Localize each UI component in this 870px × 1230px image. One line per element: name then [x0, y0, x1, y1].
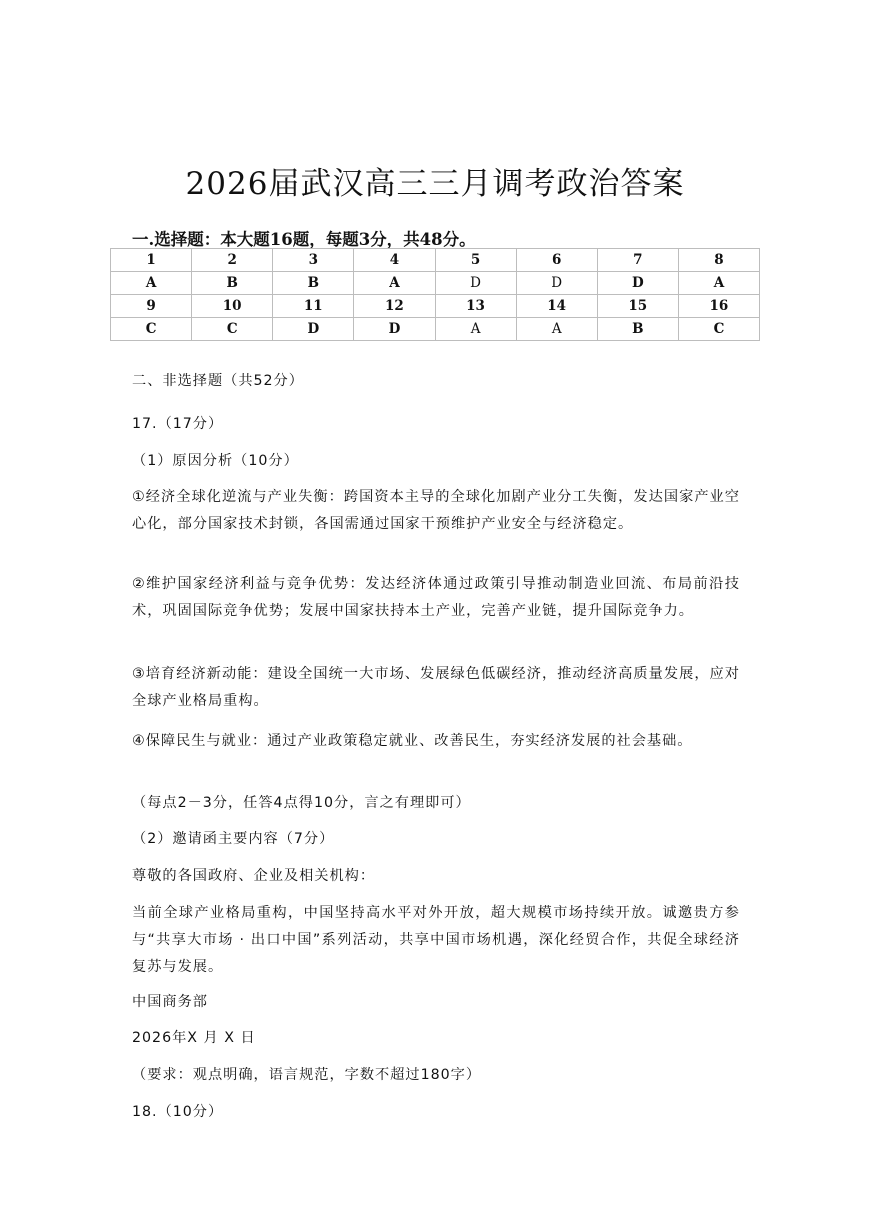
answer-cell: B [273, 272, 354, 295]
answer-cell: A [516, 318, 597, 341]
answer-cell: A [111, 272, 192, 295]
answer-cell: C [111, 318, 192, 341]
answer-cell: A [354, 272, 435, 295]
question-number-cell: 9 [111, 295, 192, 318]
question-number-cell: 3 [273, 249, 354, 272]
answer-cell: D [516, 272, 597, 295]
document-title: 2026届武汉高三三月调考政治答案 [185, 166, 685, 202]
question-number-cell: 14 [516, 295, 597, 318]
question-17-part2-heading: （2）邀请函主要内容（7分） [132, 831, 335, 847]
question-number-cell: 8 [678, 249, 759, 272]
answer-cell: D [597, 272, 678, 295]
letter-salutation: 尊敬的各国政府、企业及相关机构： [132, 868, 376, 884]
answer-cell: D [435, 272, 516, 295]
answer-cell: C [192, 318, 273, 341]
answer-point-3: ③培育经济新动能：建设全国统一大市场、发展绿色低碳经济，推动经济高质量发展，应对全球产业格局重构。 [132, 666, 740, 709]
question-number-cell: 7 [597, 249, 678, 272]
question-number-cell: 1 [111, 249, 192, 272]
answer-cell: A [435, 318, 516, 341]
question-number-cell: 5 [435, 249, 516, 272]
section2-heading: 二、非选择题（共52分） [132, 373, 304, 389]
question-number-cell: 2 [192, 249, 273, 272]
answer-table-row [111, 318, 760, 341]
answer-cell: B [597, 318, 678, 341]
answer-cell: D [273, 318, 354, 341]
answer-table-row [111, 272, 760, 295]
requirement-note: （要求：观点明确，语言规范，字数不超过180字） [132, 1067, 482, 1083]
answer-point-4: ④保障民生与就业：通过产业政策稳定就业、改善民生，夯实经济发展的社会基础。 [132, 733, 693, 749]
question-number-cell: 16 [678, 295, 759, 318]
answer-table-row [111, 249, 760, 272]
question-number-cell: 4 [354, 249, 435, 272]
question-number-cell: 11 [273, 295, 354, 318]
answer-cell: A [678, 272, 759, 295]
letter-signature: 中国商务部 [132, 994, 208, 1010]
question-number-cell: 6 [516, 249, 597, 272]
answer-cell: B [192, 272, 273, 295]
question-17-part1-heading: （1）原因分析（10分） [132, 453, 299, 469]
question-number-cell: 10 [192, 295, 273, 318]
question-17-heading: 17.（17分） [132, 416, 224, 432]
question-18-heading: 18.（10分） [132, 1104, 224, 1120]
section1-heading: 一.选择题：本大题16题，每题3分，共48分。 [132, 230, 476, 249]
letter-body: 当前全球产业格局重构，中国坚持高水平对外开放，超大规模市场持续开放。诚邀贵方参与“共享大市场 · 出口中国”系列活动，共享中国市场机遇，深化经贸合作，共促全球经济复苏与发展。 [132, 905, 740, 975]
answer-cell: C [678, 318, 759, 341]
scoring-note: （每点2－3分，任答4点得10分，言之有理即可） [132, 795, 471, 811]
letter-date: 2026年X 月 X 日 [132, 1030, 256, 1046]
answer-cell: D [354, 318, 435, 341]
answer-point-2: ②维护国家经济利益与竞争优势：发达经济体通过政策引导推动制造业回流、布局前沿技术，巩固国际竞争优势；发展中国家扶持本土产业，完善产业链，提升国际竞争力。 [132, 576, 740, 619]
answer-table-row [111, 295, 760, 318]
answer-table [110, 248, 760, 341]
question-number-cell: 13 [435, 295, 516, 318]
answer-point-1: ①经济全球化逆流与产业失衡：跨国资本主导的全球化加剧产业分工失衡，发达国家产业空心化，部分国家技术封锁，各国需通过国家干预维护产业安全与经济稳定。 [132, 489, 740, 532]
question-number-cell: 12 [354, 295, 435, 318]
question-number-cell: 15 [597, 295, 678, 318]
